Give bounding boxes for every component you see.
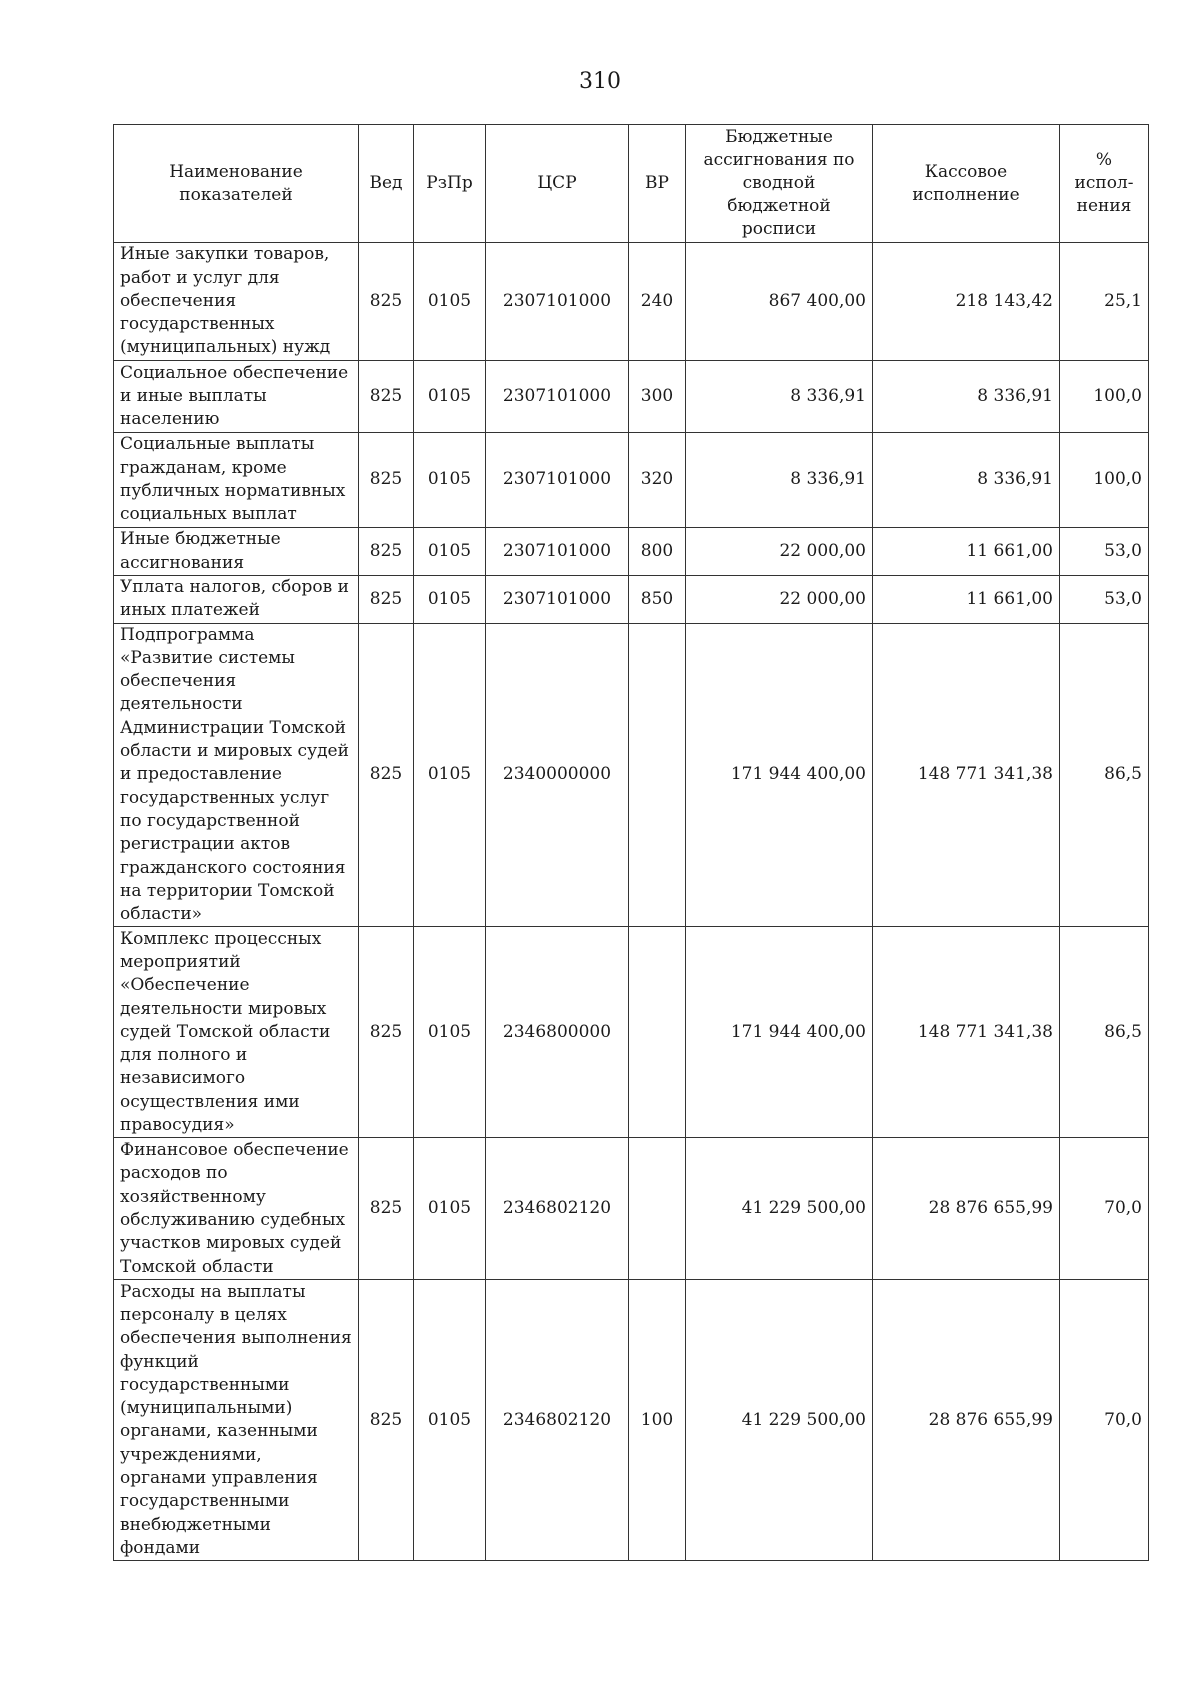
row-cash: 28 876 655,99	[873, 1280, 1060, 1561]
header-budget: Бюджетные ассигнования по сводной бюджетной росписи	[686, 125, 873, 243]
row-budget: 41 229 500,00	[686, 1138, 873, 1280]
row-name: Социальное обеспечение и иные выплаты населению	[114, 361, 359, 433]
row-cash: 8 336,91	[873, 433, 1060, 528]
row-budget: 22 000,00	[686, 528, 873, 576]
header-cash: Кассовое исполнение	[873, 125, 1060, 243]
row-name: Иные бюджетные ассигнования	[114, 528, 359, 576]
row-vr	[629, 927, 686, 1138]
row-csr: 2307101000	[486, 528, 629, 576]
budget-table	[113, 124, 1149, 1561]
row-name: Социальные выплаты гражданам, кроме публичных нормативных социальных выплат	[114, 433, 359, 528]
row-rzpr: 0105	[414, 243, 486, 361]
row-ved: 825	[359, 576, 414, 624]
row-csr: 2307101000	[486, 576, 629, 624]
row-rzpr: 0105	[414, 623, 486, 927]
row-pct: 70,0	[1060, 1280, 1149, 1561]
row-csr: 2340000000	[486, 623, 629, 927]
row-cash: 11 661,00	[873, 528, 1060, 576]
row-vr: 240	[629, 243, 686, 361]
table-row	[114, 361, 1149, 433]
row-pct: 86,5	[1060, 623, 1149, 927]
row-pct: 25,1	[1060, 243, 1149, 361]
table-row	[114, 1280, 1149, 1561]
row-csr: 2307101000	[486, 433, 629, 528]
row-csr: 2346802120	[486, 1138, 629, 1280]
row-pct: 70,0	[1060, 1138, 1149, 1280]
row-cash: 218 143,42	[873, 243, 1060, 361]
row-rzpr: 0105	[414, 1138, 486, 1280]
row-ved: 825	[359, 361, 414, 433]
row-cash: 148 771 341,38	[873, 623, 1060, 927]
row-rzpr: 0105	[414, 433, 486, 528]
table-row	[114, 528, 1149, 576]
row-name: Комплекс процессных мероприятий «Обеспечение деятельности мировых судей Томской области для полного и независимого осуществления ими правосудия»	[114, 927, 359, 1138]
row-ved: 825	[359, 243, 414, 361]
row-pct: 53,0	[1060, 576, 1149, 624]
row-csr: 2307101000	[486, 361, 629, 433]
row-rzpr: 0105	[414, 528, 486, 576]
row-name: Подпрограмма «Развитие системы обеспечения деятельности Администрации Томской области и мировых судей и предоставление государственных услуг по государственной регистрации актов гражданского состояния на территории Томской области»	[114, 623, 359, 927]
row-budget: 171 944 400,00	[686, 623, 873, 927]
row-rzpr: 0105	[414, 361, 486, 433]
row-pct: 100,0	[1060, 433, 1149, 528]
row-pct: 100,0	[1060, 361, 1149, 433]
row-name: Расходы на выплаты персоналу в целях обеспечения выполнения функций государственными (муниципальными) органами, казенными учреждениями, органами управления государственными внебюджетными фондами	[114, 1280, 359, 1561]
row-pct: 86,5	[1060, 927, 1149, 1138]
row-ved: 825	[359, 623, 414, 927]
row-cash: 28 876 655,99	[873, 1138, 1060, 1280]
row-vr: 800	[629, 528, 686, 576]
row-name: Уплата налогов, сборов и иных платежей	[114, 576, 359, 624]
row-rzpr: 0105	[414, 927, 486, 1138]
table-row	[114, 243, 1149, 361]
header-rzpr: РзПр	[414, 125, 486, 243]
row-budget: 8 336,91	[686, 361, 873, 433]
row-budget: 41 229 500,00	[686, 1280, 873, 1561]
row-budget: 867 400,00	[686, 243, 873, 361]
row-vr: 100	[629, 1280, 686, 1561]
row-ved: 825	[359, 433, 414, 528]
row-budget: 171 944 400,00	[686, 927, 873, 1138]
header-csr: ЦСР	[486, 125, 629, 243]
header-name: Наименование показателей	[114, 125, 359, 243]
table-row	[114, 1138, 1149, 1280]
row-name: Иные закупки товаров, работ и услуг для обеспечения государственных (муниципальных) нужд	[114, 243, 359, 361]
table-row	[114, 433, 1149, 528]
row-rzpr: 0105	[414, 1280, 486, 1561]
header-ved: Вед	[359, 125, 414, 243]
table-row	[114, 927, 1149, 1138]
row-vr: 850	[629, 576, 686, 624]
row-csr: 2346802120	[486, 1280, 629, 1561]
row-vr: 300	[629, 361, 686, 433]
table-row	[114, 623, 1149, 927]
header-vr: ВР	[629, 125, 686, 243]
row-cash: 11 661,00	[873, 576, 1060, 624]
row-vr	[629, 623, 686, 927]
row-ved: 825	[359, 927, 414, 1138]
row-ved: 825	[359, 1138, 414, 1280]
table-row	[114, 576, 1149, 624]
row-cash: 8 336,91	[873, 361, 1060, 433]
row-csr: 2307101000	[486, 243, 629, 361]
row-pct: 53,0	[1060, 528, 1149, 576]
row-rzpr: 0105	[414, 576, 486, 624]
row-budget: 8 336,91	[686, 433, 873, 528]
row-budget: 22 000,00	[686, 576, 873, 624]
row-vr	[629, 1138, 686, 1280]
header-pct: % испол-нения	[1060, 125, 1149, 243]
row-cash: 148 771 341,38	[873, 927, 1060, 1138]
row-vr: 320	[629, 433, 686, 528]
row-ved: 825	[359, 1280, 414, 1561]
page-number: 310	[579, 69, 621, 94]
row-ved: 825	[359, 528, 414, 576]
row-csr: 2346800000	[486, 927, 629, 1138]
row-name: Финансовое обеспечение расходов по хозяйственному обслуживанию судебных участков мировых судей Томской области	[114, 1138, 359, 1280]
table-header-row	[114, 125, 1149, 243]
